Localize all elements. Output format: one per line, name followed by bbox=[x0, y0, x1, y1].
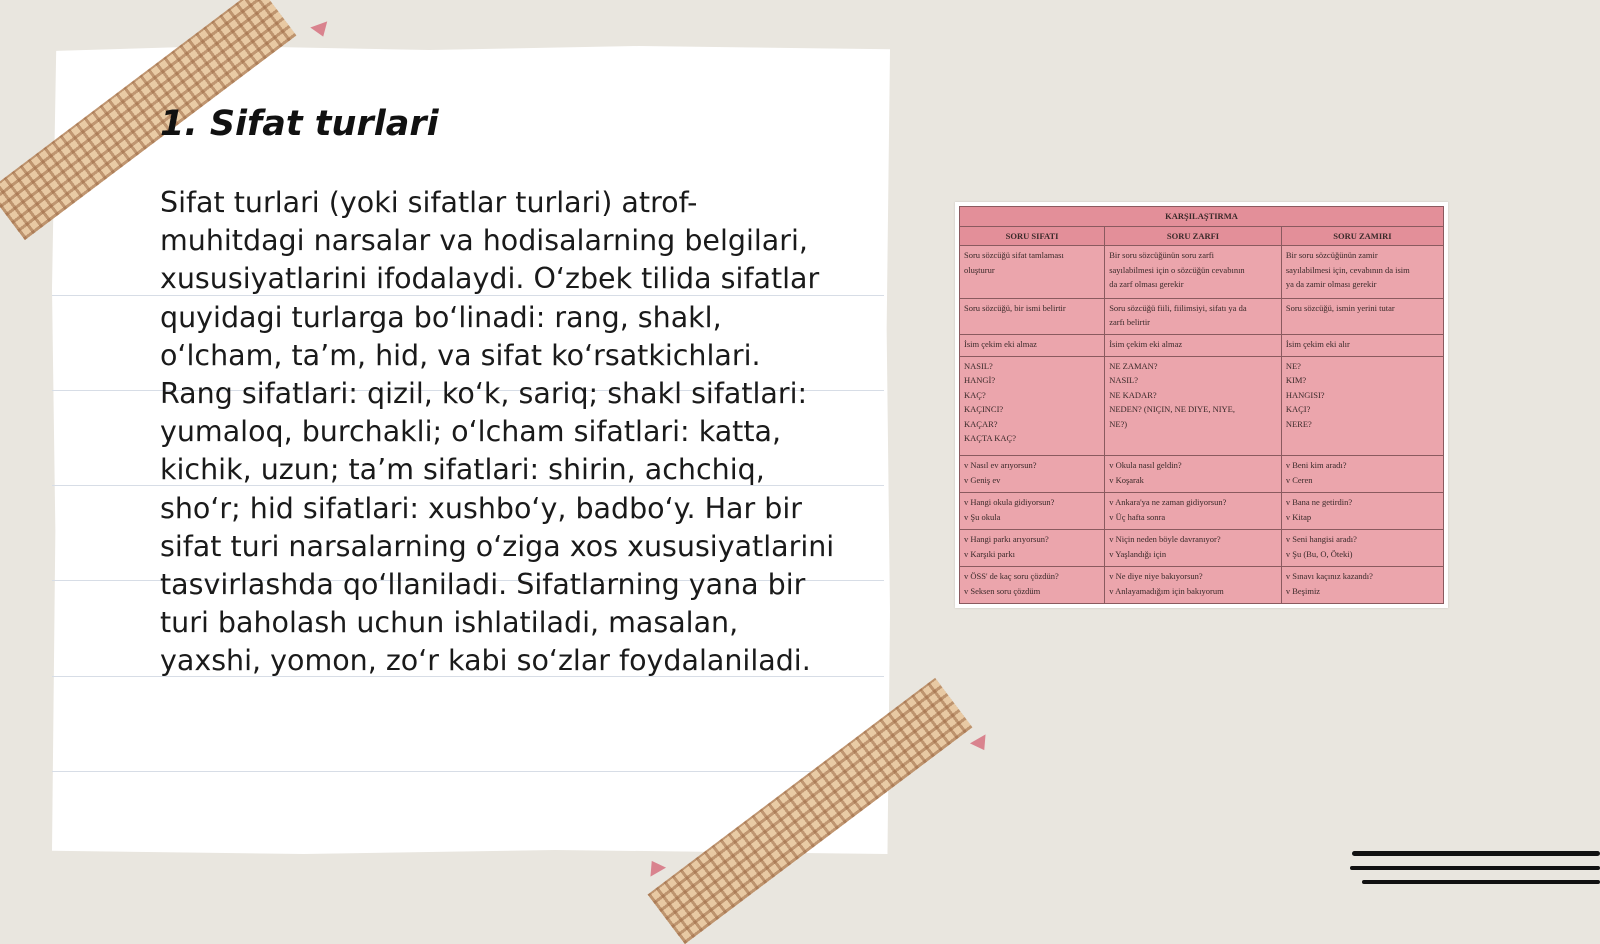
slide-body-text: Sifat turlari (yoki sifatlar turlari) atrof-muhitdagi narsalar va hodisalarning belgilari, xususiyatlarini ifodalaydi. O‘zbek tilida sifatlar quyidagi turlarga bo‘linadi: rang, shakl, o‘lcham, ta’m, hid, va sifat ko‘rsatkichlari. Rang sifatlari: qizil, ko‘k, sariq; shakl sifatlari: yumaloq, burchakli; o‘lcham sifatlari: katta, kichik, uzun; ta’m sifatlari: shirin, achchiq, sho‘r; hid sifatlari: xushbo‘y, badbo‘y. Har bir sifat turi narsalarning o‘ziga xos xususiyatlarini tasvirlashda qo‘llaniladi. Sifatlarning yana bir turi baholash uchun ishlatiladi, masalan, yaxshi, yomon, zo‘r kabi so‘zlar foydalaniladi. bbox=[160, 186, 835, 678]
cell-line: NEDEN? (NIÇIN, NE DIYE, NIYE, bbox=[1109, 404, 1236, 415]
cell-line: v Anlayamadığım için bakıyorum bbox=[1109, 585, 1224, 596]
table-cell bbox=[960, 298, 1105, 335]
cell-line: da zarf olması gerekir bbox=[1109, 279, 1184, 289]
cell-line: Bir soru sözcüğünün zamir bbox=[1285, 250, 1378, 260]
table-cell bbox=[960, 530, 1105, 567]
tape-corner-icon bbox=[644, 856, 666, 876]
cell-line: Soru sözcüğü, ismin yerini tutar bbox=[1285, 302, 1395, 313]
cell-line: v Beni kim aradı? bbox=[1285, 460, 1347, 471]
cell-line: v Ankara'ya ne zaman gidiyorsun? bbox=[1109, 497, 1227, 508]
cell-line: KAÇINCI? bbox=[964, 404, 1004, 415]
table-cell bbox=[1281, 567, 1443, 604]
ruled-line bbox=[52, 771, 884, 772]
cell-line: ya da zamir olması gerekir bbox=[1285, 279, 1377, 289]
table-body bbox=[960, 246, 1444, 604]
cell-line: v Karşıki parkı bbox=[964, 548, 1015, 559]
table-cell bbox=[960, 356, 1105, 456]
table-cell bbox=[1105, 530, 1282, 567]
cell-line: v Bana ne getirdin? bbox=[1285, 497, 1353, 508]
cell-line: v Seni hangisi aradı? bbox=[1285, 534, 1357, 545]
decor-stroke bbox=[1350, 866, 1600, 870]
table-cell bbox=[1105, 356, 1282, 456]
cell-line: HANGISI? bbox=[1285, 389, 1325, 400]
cell-line: NERE? bbox=[1285, 418, 1312, 429]
cell-line: NASIL? bbox=[1109, 375, 1138, 386]
table-cell bbox=[1281, 530, 1443, 567]
cell-line: v Şu (Bu, O, Öteki) bbox=[1285, 548, 1353, 559]
table-title: KARŞILAŞTIRMA bbox=[960, 207, 1444, 227]
cell-line: v Hangi okula gidiyorsun? bbox=[964, 497, 1055, 508]
table-row bbox=[960, 335, 1444, 356]
cell-line: Soru sözcüğü fiili, fiilimsiyi, sifatı ya da bbox=[1109, 302, 1247, 313]
table-row bbox=[960, 567, 1444, 604]
cell-line: NE?) bbox=[1109, 418, 1128, 429]
table-cell bbox=[1105, 567, 1282, 604]
tape-corner-icon bbox=[970, 734, 992, 754]
cell-line: v Nasıl ev arıyorsun? bbox=[964, 460, 1037, 471]
cell-line: KAÇTA KAÇ? bbox=[964, 433, 1016, 444]
table-cell bbox=[1281, 493, 1443, 530]
cell-line: v Yaşlandığı için bbox=[1109, 548, 1167, 559]
cell-line: HANGİ? bbox=[964, 375, 996, 386]
table-cell bbox=[960, 335, 1105, 356]
table-row bbox=[960, 246, 1444, 299]
cell-line: v Beşimiz bbox=[1285, 585, 1321, 596]
tape-corner-icon bbox=[310, 21, 331, 39]
table-cell bbox=[1105, 298, 1282, 335]
table-cell bbox=[960, 456, 1105, 493]
cell-line: Soru sözcüğü sifat tamlaması bbox=[964, 250, 1064, 260]
cell-line: KAÇAR? bbox=[964, 418, 998, 429]
column-header: SORU SIFATI bbox=[960, 226, 1105, 246]
table-row bbox=[960, 456, 1444, 493]
table-cell bbox=[1105, 493, 1282, 530]
cell-line: sayılabilmesi için, cevabının da isim bbox=[1285, 264, 1410, 275]
cell-line: İsim çekim eki almaz bbox=[964, 339, 1037, 350]
cell-line: NASIL? bbox=[964, 360, 993, 371]
column-header: SORU ZARFI bbox=[1105, 226, 1282, 246]
cell-line: zarfı belirtir bbox=[1109, 317, 1151, 328]
cell-line: İsim çekim eki almaz bbox=[1109, 339, 1183, 350]
cell-line: KAÇ? bbox=[964, 389, 986, 400]
column-header: SORU ZAMIRI bbox=[1281, 226, 1443, 246]
cell-line: NE? bbox=[1285, 360, 1301, 371]
cell-line: v Koşarak bbox=[1109, 474, 1144, 485]
cell-line: NE KADAR? bbox=[1109, 389, 1157, 400]
table-cell bbox=[1105, 246, 1282, 299]
cell-line: v Niçin neden böyle davranıyor? bbox=[1109, 534, 1221, 545]
table-cell bbox=[1281, 335, 1443, 356]
table-row bbox=[960, 493, 1444, 530]
cell-line: KIM? bbox=[1285, 375, 1307, 386]
table-row bbox=[960, 530, 1444, 567]
cell-line: NE ZAMAN? bbox=[1109, 360, 1158, 371]
cell-line: v Kitap bbox=[1285, 511, 1312, 522]
cell-line: v Okula nasıl geldin? bbox=[1109, 460, 1182, 471]
cell-line: v Geniş ev bbox=[964, 474, 1001, 485]
table-cell bbox=[960, 567, 1105, 604]
cell-line: Soru sözcüğü, bir ismi belirtir bbox=[964, 302, 1066, 313]
cell-line: KAÇI? bbox=[1285, 404, 1311, 415]
cell-line: Bir soru sözcüğünün soru zarfi bbox=[1109, 250, 1214, 260]
table-cell bbox=[1281, 356, 1443, 456]
table-cell bbox=[1105, 335, 1282, 356]
cell-line: v ÖSS' de kaç soru çözdün? bbox=[964, 571, 1059, 582]
cell-line: v Ne diye niye bakıyorsun? bbox=[1109, 571, 1203, 582]
decor-stroke bbox=[1362, 880, 1600, 884]
cell-line: oluşturur bbox=[964, 264, 995, 275]
cell-line: v Şu okula bbox=[964, 511, 1001, 522]
cell-line: v Ceren bbox=[1285, 474, 1313, 485]
table-cell bbox=[960, 246, 1105, 299]
table-cell bbox=[1105, 456, 1282, 493]
decor-stroke bbox=[1352, 851, 1600, 856]
table-cell bbox=[1281, 298, 1443, 335]
table-cell bbox=[1281, 456, 1443, 493]
table-row bbox=[960, 298, 1444, 335]
comparison-table bbox=[959, 206, 1444, 604]
cell-line: v Hangi parkı arıyorsun? bbox=[964, 534, 1049, 545]
table-cell bbox=[960, 493, 1105, 530]
comparison-table-image bbox=[955, 202, 1448, 608]
table-cell bbox=[1281, 246, 1443, 299]
slide-title: 1. Sifat turlari bbox=[160, 104, 439, 144]
table-row bbox=[960, 356, 1444, 456]
cell-line: v Sınavı kaçınız kazandı? bbox=[1285, 571, 1373, 582]
cell-line: sayılabilmesi için o sözcüğün cevabının bbox=[1109, 264, 1245, 275]
cell-line: v Üç hafta sonra bbox=[1109, 511, 1166, 522]
cell-line: v Seksen soru çözdüm bbox=[964, 585, 1041, 596]
cell-line: İsim çekim eki alır bbox=[1285, 339, 1350, 350]
